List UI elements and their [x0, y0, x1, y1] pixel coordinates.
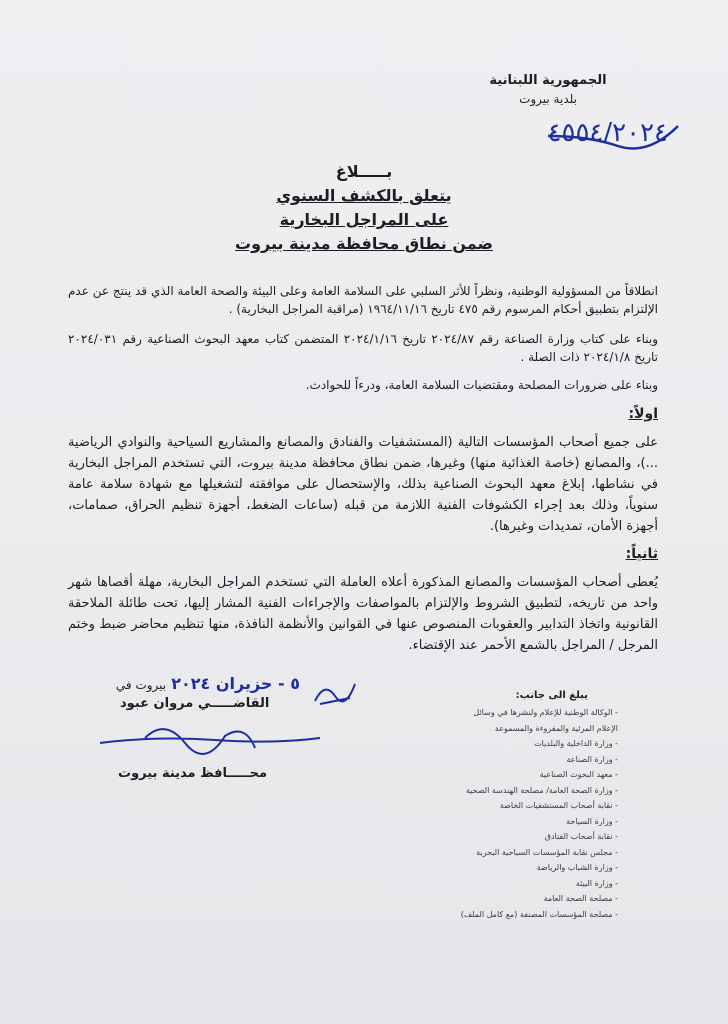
initials-signature-icon	[310, 676, 360, 710]
distribution-item: - نقابة أصحاب المستشفيات الخاصة	[499, 801, 618, 810]
distribution-list	[378, 705, 618, 922]
distribution-heading: يبلغ الى جانب:	[515, 690, 588, 701]
date-place: بيروت في	[115, 678, 167, 692]
distribution-item: - وزارة السياحة	[566, 816, 618, 826]
distribution-item: - وزارة الصحة العامة/ مصلحة الهندسة الصحية	[465, 785, 618, 795]
judge-name: القاضـــــي مروان عبود	[120, 696, 270, 711]
distribution-item: - مصلحة الصحة العامة	[543, 894, 618, 903]
title-notice: بـــــلاغ	[335, 162, 393, 181]
reference-number: ٤٥٥٤/٢٠٢٤	[547, 118, 668, 148]
title-boilers: على المراجل البخارية	[279, 210, 449, 229]
distribution-item: - وزارة الصناعة	[566, 754, 618, 764]
distribution-item: - الوكالة الوطنية للإعلام ولنشرها في وسائل	[473, 708, 618, 717]
section1-text: على جميع أصحاب المؤسسات التالية (المستشفيات والفنادق والمصانع والمشاريع السياحية والنوادي الرياضية ...)، والمصانع (خاصة الغذائية منها) وغيرها، ضمن نطاق محافظة مدينة بيروت، التي تستخدم المراجل البخارية في نشاطها، إبلاغ معهد البحوث الصناعية بذلك، والإستحصال على موافقته لتشغيلها مع شهادة سلامة عامة سنوياً، وذلك بعد إجراء الكشوفات الفنية اللازمة من قبله (ساعات الضغط، أجهزة تنظيم الحراق، صمامات، أجهزة الأمان، تمديدات وغيرها).	[68, 435, 658, 534]
distribution-item: - معهد البحوث الصناعية	[539, 770, 618, 779]
distribution-item: - مصلحة المؤسسات المصنفة (مع كامل الملف)	[460, 909, 618, 919]
title-subject: يتعلق بالكشف السنوي	[276, 186, 452, 205]
reference-scribble-icon	[528, 116, 688, 156]
preamble-2: وبناء على كتاب وزارة الصناعة رقم ٢٠٢٤/٨٧ تاريخ ٢٠٢٤/١/١٦ المتضمن كتاب معهد البحوث الصناعية رقم ٢٠٢٤/٠٣١ تاريخ ٢٠٢٤/١/٨ ذات الصلة .	[68, 332, 658, 364]
section1-heading: اولاً:	[628, 406, 658, 422]
title-scope: ضمن نطاق محافظة مدينة بيروت	[235, 234, 493, 253]
section2-text: يُعطى أصحاب المؤسسات والمصانع المذكورة أعلاه العاملة التي تستخدم المراجل البخارية، مهلة أقصاها شهر واحد من تاريخه، لتطبيق الشروط والإلتزام بالمواصفات والإجراءات الفنية المشار إليها، تحت طائلة الملاحقة القانونية واتخاذ التدابير والعقوبات المنصوص عنها في القوانين والأنظمة النافذة، منها تنظيم محاضر ضبط وختم المرجل / المراجل بالشمع الأحمر عند الإقتضاء.	[68, 575, 658, 653]
distribution-item: - مجلس نقابة المؤسسات السياحية البحرية	[476, 847, 618, 857]
letterhead	[468, 72, 628, 108]
handwritten-date: ٥ - حزيران ٢٠٢٤	[171, 674, 300, 693]
distribution-item: - وزارة الشباب والرياضة	[536, 863, 618, 872]
governor-signature-icon	[95, 718, 325, 766]
municipality-name: بلدية بيروت	[519, 92, 577, 106]
preamble-3: وبناء على ضرورات المصلحة ومقتضيات السلامة العامة، ودرءاً للحوادث.	[305, 378, 658, 392]
date-line	[100, 674, 300, 693]
distribution-item: الإعلام المرئية والمقروءة والمسموعة	[494, 723, 618, 733]
distribution-item: - نقابة أصحاب الفنادق	[544, 832, 618, 841]
distribution-item: - وزارة البيئة	[575, 878, 618, 888]
preamble-1: انطلاقاً من المسؤولية الوطنية، ونظراً للأثر السلبي على السلامة العامة وعلى البيئة والصحة العامة الذي قد ينتج عن عدم الإلتزام بتطبيق أحكام المرسوم رقم ٤٧٥ تاريخ ١٩٦٤/١١/١٦ (مراقبة المراجل البخارية) .	[68, 284, 658, 316]
governor-title: محـــــافظ مدينة بيروت	[118, 766, 268, 781]
republic-name: الجمهورية اللبنانية	[489, 73, 607, 88]
distribution-item: - وزارة الداخلية والبلديات	[534, 739, 618, 748]
section2-heading: ثانياً:	[625, 546, 658, 562]
notice-title	[0, 160, 728, 256]
